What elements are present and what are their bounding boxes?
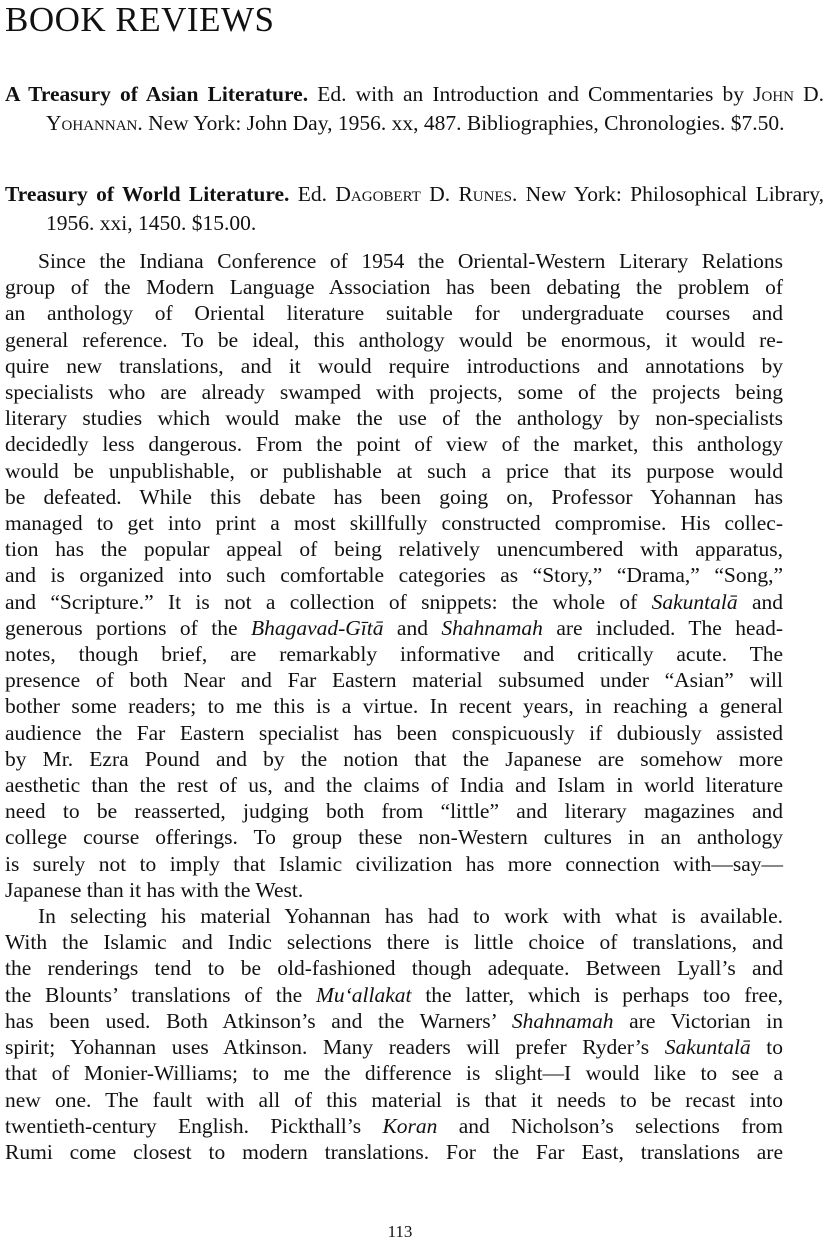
text-line: tion has the popular appeal of being relatively unencumbered with apparatus,	[5, 537, 783, 562]
text-run: and	[383, 615, 442, 640]
italic-title: Sakuntalā	[664, 1035, 751, 1060]
text-run: and Nicholson’s selections from	[437, 1113, 784, 1138]
review-paragraph	[5, 248, 783, 903]
book-entry-2	[5, 180, 824, 237]
text-line: is surely not to imply that Islamic civilization has more connection with—say—	[5, 851, 783, 876]
italic-title: Bhagavad-Gītā	[250, 615, 384, 640]
text-line: notes, though brief, are remarkably informative and critically acute. The	[5, 642, 783, 667]
text-line: the renderings tend to be old-fashioned though adequate. Between Lyall’s and	[5, 956, 783, 981]
italic-title: Koran	[382, 1113, 438, 1138]
text-line	[5, 1034, 783, 1060]
text-line	[5, 1113, 783, 1139]
book-editor: Dagobert D. Runes	[335, 182, 512, 206]
italic-title: Mu‘allakat	[315, 982, 412, 1007]
text-line: presence of both Near and Far Eastern material subsumed under “Asian” will	[5, 668, 783, 693]
text-line: literary studies which would make the use of the anthology by non-specialists	[5, 406, 783, 431]
book-editor: John D. Yohannan	[46, 82, 824, 135]
text-line: In selecting his material Yohannan has had to work with what is available.	[38, 904, 783, 929]
text-line: Japanese than it has with the West.	[5, 877, 304, 902]
text-line: group of the Modern Language Association has been debating the problem of	[5, 275, 783, 300]
text-line	[5, 982, 783, 1008]
text-run: and “Scripture.” It is not a collection of snippets: the whole of	[5, 589, 652, 614]
text-line: new one. The fault with all of this material is that it needs to be recast into	[5, 1087, 783, 1112]
text-line	[5, 1008, 783, 1034]
text-line: that of Monier-Williams; to me the difference is slight—I would like to see a	[5, 1061, 783, 1086]
text-line: college course offerings. To group these non-Western cultures in an anthology	[5, 825, 783, 850]
text-run: twentieth-century English. Pickthall’s	[5, 1113, 383, 1138]
text-run: are included. The head-	[542, 615, 784, 640]
book-entry-1	[5, 80, 824, 137]
review-body	[5, 248, 783, 1165]
text-line: audience the Far Eastern specialist has been conspicuously if dubiously assisted	[5, 720, 783, 745]
text-line: general reference. To be ideal, this anthology would be enormous, it would re-	[5, 327, 783, 352]
text-line: bother some readers; to me this is a virtue. In recent years, in reaching a general	[5, 694, 783, 719]
book-edition-note: Ed. with an Introduction and Commentaries by	[317, 82, 744, 106]
text-line	[5, 589, 783, 615]
text-line: an anthology of Oriental literature suitable for undergraduate courses and	[5, 301, 783, 326]
book-edition-note: Ed.	[297, 182, 328, 206]
book-title: Treasury of World Literature.	[5, 182, 290, 206]
text-run: and	[737, 589, 783, 614]
text-line: specialists who are already swamped with projects, some of the projects being	[5, 380, 783, 405]
text-run: the latter, which is perhaps too free,	[411, 982, 783, 1007]
text-line: be defeated. While this debate has been going on, Professor Yohannan has	[5, 484, 783, 509]
page-number: 113	[387, 1222, 413, 1241]
text-line: and is organized into such comfortable categories as “Story,” “Drama,” “Song,”	[5, 563, 783, 588]
text-line: quire new translations, and it would require introductions and annotations by	[5, 353, 783, 378]
review-paragraph	[5, 903, 783, 1165]
text-run: to	[750, 1035, 783, 1060]
text-line	[5, 615, 783, 641]
text-run: has been used. Both Atkinson’s and the Warners’	[5, 1008, 512, 1033]
italic-title: Sakuntalā	[651, 589, 738, 614]
text-line: would be unpublishable, or publishable at such a price that its purpose would	[5, 458, 783, 483]
text-line: managed to get into print a most skillfully constructed compromise. His collec-	[5, 511, 783, 536]
text-line: need to be reasserted, judging both from “little” and literary magazines and	[5, 799, 783, 824]
italic-title: Shahnamah	[441, 615, 543, 640]
book-title: A Treasury of Asian Literature.	[5, 82, 309, 106]
text-run: the Blounts’ translations of the	[5, 982, 316, 1007]
text-run: are Victorian in	[613, 1008, 783, 1033]
text-line: Rumi come closest to modern translations. For the Far East, translations are	[5, 1139, 783, 1164]
text-line: With the Islamic and Indic selections there is little choice of translations, and	[5, 930, 783, 955]
section-heading: BOOK REVIEWS	[5, 0, 275, 39]
book-publication-details: . New York: John Day, 1956. xx, 487. Bibliographies, Chronologies. $7.50.	[137, 110, 785, 135]
text-run: generous portions of the	[5, 615, 251, 640]
italic-title: Shahnamah	[511, 1008, 614, 1033]
text-line: by Mr. Ezra Pound and by the notion that the Japanese are somehow more	[5, 746, 783, 771]
text-line: Since the Indiana Conference of 1954 the Oriental-Western Literary Relations	[38, 249, 783, 273]
text-line: decidedly less dangerous. From the point of view of the market, this anthology	[5, 432, 783, 457]
text-run: spirit; Yohannan uses Atkinson. Many readers will prefer Ryder’s	[5, 1035, 665, 1060]
text-line: aesthetic than the rest of us, and the claims of India and Islam in world literature	[5, 773, 783, 798]
book-publication-details: . New York: Philosophical Library, 1956. xxi, 1450. $15.00.	[46, 182, 824, 235]
